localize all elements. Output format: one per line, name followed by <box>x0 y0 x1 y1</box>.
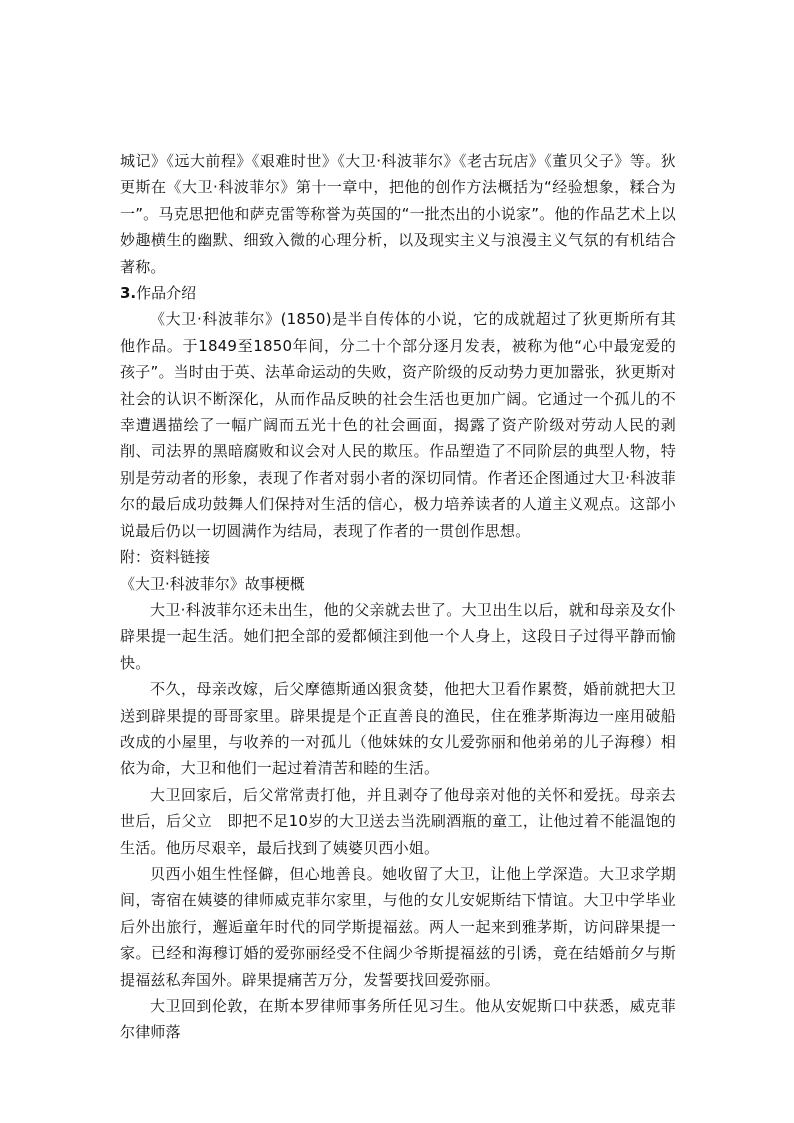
appendix-label: 附：资料链接 <box>120 548 211 567</box>
intro-paragraph: 城记》《远大前程》《艰难时世》《大卫·科波菲尔》《老古玩店》《董贝父子》等。狄更斯在《大卫·科波菲尔》第十一章中，把他的创作方法概括为“经验想象，糅合为一”。马克思把他和萨克雷等称誉为英国的“一批杰出的小说家”。他的作品艺术上以妙趣横生的幽默、细致入微的心理分析，以及现实主义与浪漫主义气氛的有机结合著称。 <box>120 152 676 276</box>
story-paragraph-4: 贝西小姐生性怪僻，但心地善良。她收留了大卫，让他上学深造。大卫求学期间，寄宿在姨婆的律师威克菲尔家里，与他的女儿安妮斯结下情谊。大卫中学毕业后外出旅行，邂逅童年时代的同学斯提福兹。两人一起来到雅茅斯，访问辟果提一家。已经和海穆订婚的爱弥丽经受不住阔少爷斯提福兹的引诱，竟在结婚前夕与斯提福兹私奔国外。辟果提痛苦万分，发誓要找回爱弥丽。 <box>120 864 676 989</box>
story-paragraph-2: 不久，母亲改嫁，后父摩德斯通凶狠贪婪，他把大卫看作累赘，婚前就把大卫送到辟果提的哥哥家里。辟果提是个正直善良的渔民，住在雅茅斯海边一座用破船改成的小屋里，与收养的一对孤儿（他妹妹的女儿爱弥丽和他弟弟的儿子海穆）相依为命，大卫和他们一起过着清苦和睦的生活。 <box>120 680 676 778</box>
section-number: 3. <box>120 284 137 303</box>
section-heading <box>120 280 676 306</box>
story-paragraph-5: 大卫回到伦敦，在斯本罗律师事务所任见习生。他从安妮斯口中获悉，威克菲尔律师落 <box>120 997 676 1042</box>
section-title: 作品介绍 <box>136 284 197 303</box>
story-paragraph-1: 大卫·科波菲尔还未出生，他的父亲就去世了。大卫出生以后，就和母亲及女仆辟果提一起生活。她们把全部的爱都倾注到他一个人身上，这段日子过得平静而愉快。 <box>120 600 676 672</box>
story-paragraph-3: 大卫回家后，后父常常责打他，并且剥夺了他母亲对他的关怀和爱抚。母亲去世后，后父立 即把不足10岁的大卫送去当洗刷酒瓶的童工，让他过着不能温饱的生活。他历尽艰辛，最后找到了姨婆贝西小姐。 <box>120 785 676 857</box>
story-title: 《大卫·科波菲尔》故事梗概 <box>120 574 305 593</box>
document-page <box>120 148 676 1046</box>
works-intro-paragraph: 《大卫·科波菲尔》(1850)是半自传体的小说，它的成就超过了狄更斯所有其他作品。于1849至1850年间，分二十个部分逐月发表，被称为他“心中最宠爱的孩子”。当时由于英、法革命运动的失败，资产阶级的反动势力更加嚣张，狄更斯对社会的认识不断深化，从而作品反映的社会生活也更加广阔。它通过一个孤儿的不幸遭遇描绘了一幅广阔而五光十色的社会画面，揭露了资产阶级对劳动人民的剥削、司法界的黑暗腐败和议会对人民的欺压。作品塑造了不同阶层的典型人物，特别是劳动者的形象，表现了作者对弱小者的深切同情。作者还企图通过大卫·科波菲尔的最后成功鼓舞人们保持对生活的信心，极力培养读者的人道主义观点。这部小说最后仍以一切圆满作为结局，表现了作者的一贯创作思想。 <box>120 310 676 540</box>
